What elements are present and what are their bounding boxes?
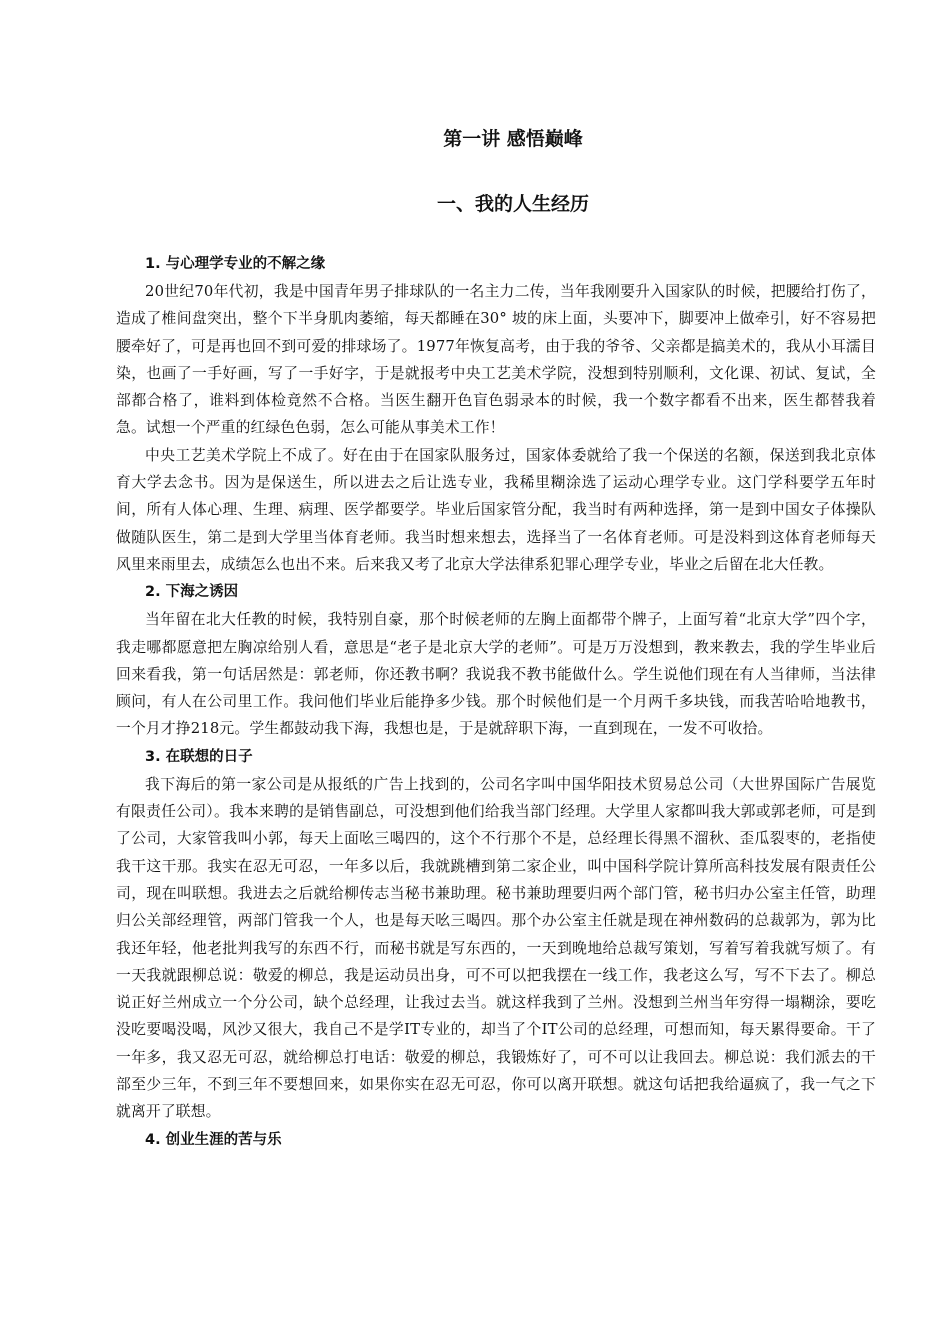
paragraph: 当年留在北大任教的时候，我特别自豪，那个时候老师的左胸上面都带个牌子，上面写着“北京大学”四个字，我走哪都愿意把左胸凉给别人看，意思是“老子是北京大学的老师”。可是万万没想到，教来教去，我的学生毕业后回来看我，第一句话居然是：郭老师，你还教书啊？我说我不教书能做什么。学生说他们现在有人当律师，当法律顾问，有人在公司里工作。我问他们毕业后能挣多少钱。那个时候他们是一个月两千多块钱，而我苦哈哈地教书，一个月才挣218元。学生都鼓动我下海，我想也是，于是就辞职下海，一直到现在，一发不可收拾。 xyxy=(116,611,876,738)
section-title: 一、我的人生经历 xyxy=(436,193,589,215)
chapter-title: 第一讲 感悟巅峰 xyxy=(443,128,583,150)
paragraph: 20世纪70年代初，我是中国青年男子排球队的一名主力二传，当年我刚要升入国家队的时候，把腰给打伤了，造成了椎间盘突出，整个下半身肌肉萎缩，每天都睡在30° 坡的床上面，头要冲下，脚要冲上做牵引，好不容易把腰牵好了，可是再也回不到可爱的排球场了。1977年恢复高考，由于我的爷爷、父亲都是搞美术的，我从小耳濡目染，也画了一手好画，写了一手好字，于是就报考中央工艺美术学院，没想到特别顺利，文化课、初试、复试，全部都合格了，谁料到体检竟然不合格。当医生翻开色盲色弱录本的时候，我一个数字都看不出来，医生都替我着急。试想一个严重的红绿色色弱，怎么可能从事美术工作！ xyxy=(116,283,876,437)
subsection-heading-1: 1. 与心理学专业的不解之缘 xyxy=(145,256,326,272)
paragraph: 我下海后的第一家公司是从报纸的广告上找到的，公司名字叫中国华阳技术贸易总公司（大世界国际广告展览有限责任公司）。我本来聘的是销售副总，可没想到他们给我当部门经理。大学里人家都叫我大郭或郭老师，可是到了公司，大家管我叫小郭，每天上面吆三喝四的，这个不行那个不是，总经理长得黑不溜秋、歪瓜裂枣的，老指使我干这干那。我实在忍无可忍，一年多以后，我就跳槽到第二家企业，叫中国科学院计算所高科技发展有限责任公司，现在叫联想。我进去之后就给柳传志当秘书兼助理。秘书兼助理要归两个部门管，秘书归办公室主任管，助理归公关部经理管，两部门管我一个人，也是每天吆三喝四。那个办公室主任就是现在神州数码的总裁郭为，郭为比我还年轻，他老批判我写的东西不行，而秘书就是写东西的，一天到晚地给总裁写策划，写着写着我就写烦了。有一天我就跟柳总说：敬爱的柳总，我是运动员出身，可不可以把我摆在一线工作，我老这么写，写不下去了。柳总说正好兰州成立一个分公司，缺个总经理，让我过去当。就这样我到了兰州。没想到兰州当年穷得一塌糊涂，要吃没吃要喝没喝，风沙又很大，我自己不是学IT专业的，却当了个IT公司的总经理，可想而知，每天累得要命。干了一年多，我又忍无可忍，就给柳总打电话：敬爱的柳总，我锻炼好了，可不可以让我回去。柳总说：我们派去的干部至少三年，不到三年不要想回来，如果你实在忍无可忍，你可以离开联想。就这句话把我给逼疯了，我一气之下就离开了联想。 xyxy=(116,775,876,1121)
paragraph: 中央工艺美术学院上不成了。好在由于在国家队服务过，国家体委就给了我一个保送的名额，保送到我北京体育大学去念书。因为是保送生，所以进去之后让选专业，我稀里糊涂选了运动心理学专业。这门学科要学五年时间，所有人体心理、生理、病理、医学都要学。毕业后国家管分配，我当时有两种选择，第一是到中国女子体操队做随队医生，第二是到大学里当体育老师。我当时想来想去，选择当了一名体育老师。可是没料到这体育老师每天风里来雨里去，成绩怎么也出不来。后来我又考了北京大学法律系犯罪心理学专业，毕业之后留在北大任教。 xyxy=(116,446,876,573)
subsection-heading-3: 3. 在联想的日子 xyxy=(145,748,253,765)
document-body xyxy=(116,250,876,1154)
subsection-heading-4: 4. 创业生涯的苦与乐 xyxy=(145,1131,282,1148)
subsection-heading-2: 2. 下海之诱因 xyxy=(145,584,239,601)
